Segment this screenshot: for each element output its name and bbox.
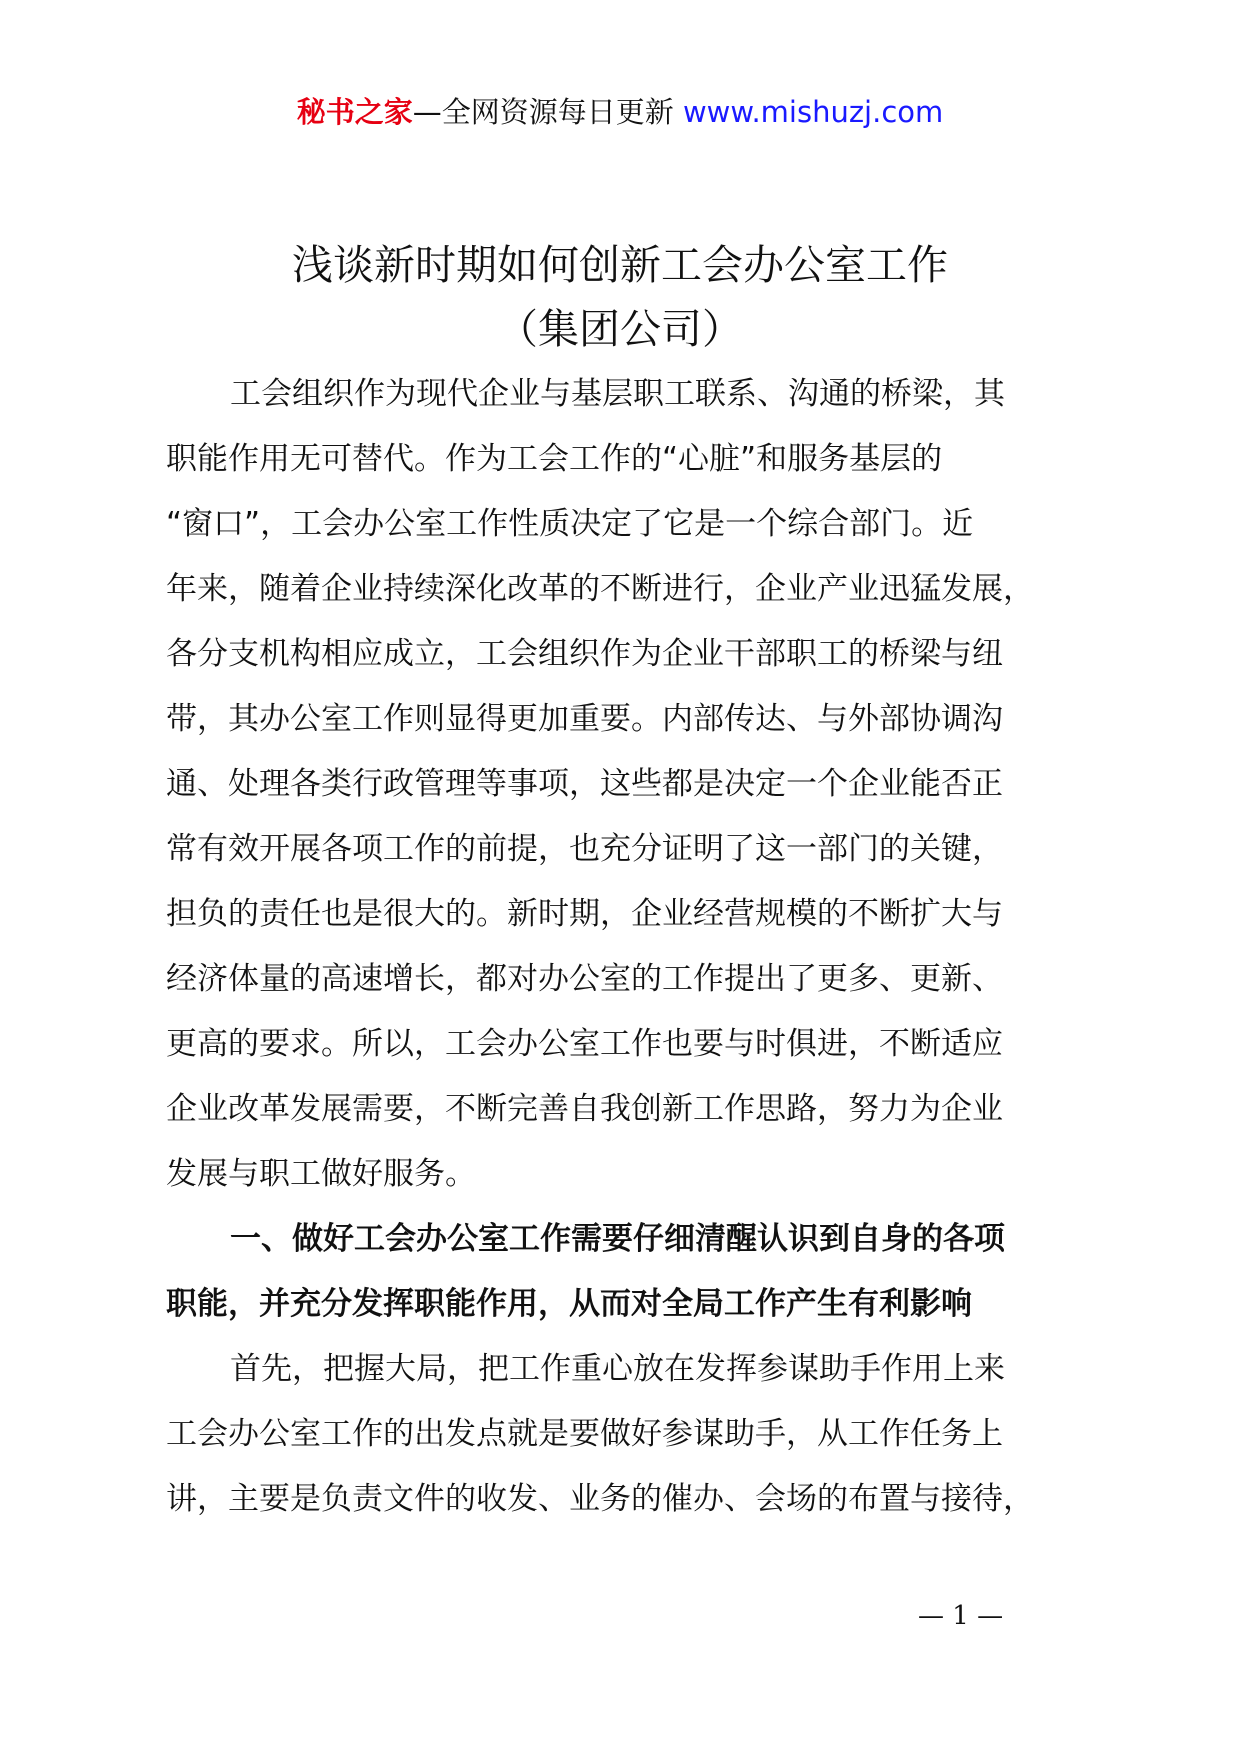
paragraph-line: 年来，随着企业持续深化改革的不断进行，企业产业迅猛发展，: [166, 571, 1034, 607]
paragraph-line: 更高的要求。所以，工会办公室工作也要与时俱进，不断适应: [166, 1026, 1003, 1062]
page-number: — 1 —: [918, 1601, 1004, 1631]
intro-paragraph: [166, 362, 1086, 1207]
paragraph-line: 职能作用无可替代。作为工会工作的“心脏”和服务基层的: [166, 441, 943, 477]
section-heading: [166, 1207, 1086, 1337]
paragraph-line: 常有效开展各项工作的前提，也充分证明了这一部门的关键，: [166, 831, 1003, 867]
document-body: [166, 362, 1086, 1532]
heading-line: 职能，并充分发挥职能作用，从而对全局工作产生有利影响: [166, 1286, 972, 1322]
document-title: 浅谈新时期如何创新工会办公室工作: [292, 241, 948, 289]
paragraph-line: 工会组织作为现代企业与基层职工联系、沟通的桥梁，其: [230, 376, 1005, 412]
paragraph-line: 发展与职工做好服务。: [166, 1156, 476, 1192]
paragraph-line: “窗口”，工会办公室工作性质决定了它是一个综合部门。近: [166, 506, 974, 542]
paragraph-line: 通、处理各类行政管理等事项，这些都是决定一个企业能否正: [166, 766, 1003, 802]
paragraph-line: 担负的责任也是很大的。新时期，企业经营规模的不断扩大与: [166, 896, 1003, 932]
brand-name: 秘书之家: [296, 95, 413, 129]
paragraph-line: 首先，把握大局，把工作重心放在发挥参谋助手作用上来: [230, 1351, 1005, 1387]
paragraph-line: 企业改革发展需要，不断完善自我创新工作思路，努力为企业: [166, 1091, 1003, 1127]
header-slogan: —全网资源每日更新: [412, 95, 674, 129]
site-url-link[interactable]: www.mishuzj.com: [682, 95, 944, 129]
paragraph-line: 讲，主要是负责文件的收发、业务的催办、会场的布置与接待，: [166, 1481, 1034, 1517]
heading-line: 一、做好工会办公室工作需要仔细清醒认识到自身的各项: [230, 1221, 1005, 1257]
document-subtitle: （集团公司）: [497, 305, 743, 353]
paragraph-line: 经济体量的高速增长，都对办公室的工作提出了更多、更新、: [166, 961, 1003, 997]
section-paragraph: [166, 1337, 1086, 1532]
site-header: [0, 92, 1240, 132]
paragraph-line: 各分支机构相应成立，工会组织作为企业干部职工的桥梁与纽: [166, 636, 1003, 672]
paragraph-line: 带，其办公室工作则显得更加重要。内部传达、与外部协调沟: [166, 701, 1003, 737]
paragraph-line: 工会办公室工作的出发点就是要做好参谋助手，从工作任务上: [166, 1416, 1003, 1452]
